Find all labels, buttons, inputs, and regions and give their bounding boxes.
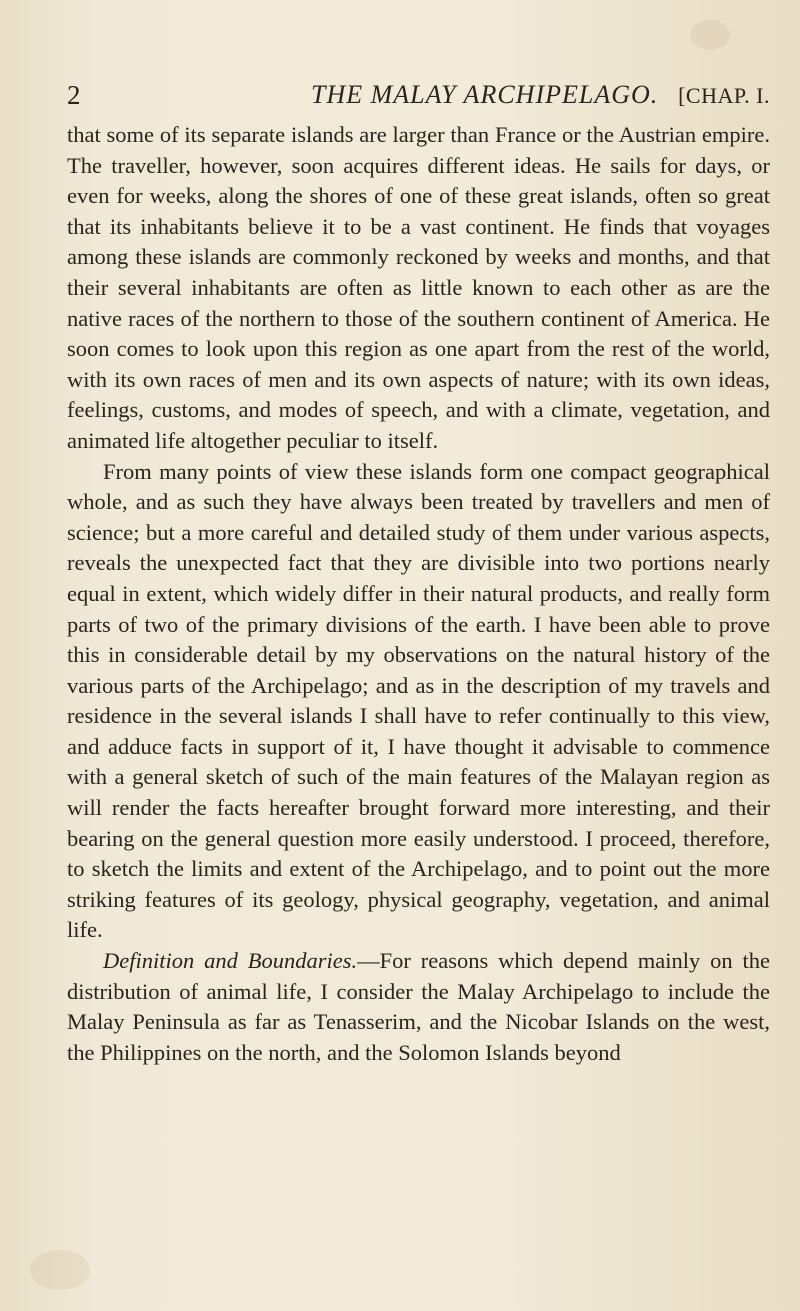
side-heading: Definition and Boundaries. xyxy=(103,948,358,974)
body-text xyxy=(67,120,770,1068)
page-number: 2 xyxy=(67,80,81,110)
paper-stain xyxy=(30,1250,90,1290)
running-head xyxy=(67,80,770,120)
paragraph-geography: From many points of view these islands form one compact geographical whole, and as such they have always been treated by travellers and men of science; but a more careful and detailed study of them under various aspects, reveals the unexpected fact that they are divisible into two portions nearly equal in extent, which widely differ in their natural products, and really form parts of two of the primary divisions of the earth. I have been able to prove this in considerable detail by my observations on the natural history of the various parts of the Archipelago; and as in the description of my travels and residence in the several islands I shall have to refer continually to this view, and adduce facts in support of it, I have thought it advisable to commence with a general sketch of such of the main features of the Malayan region as will render the facts hereafter brought forward more interesting, and their bearing on the general question more easily understood. I proceed, therefore, to sketch the limits and extent of the Archipelago, and to point out the more striking features of its geology, physical geography, vegetation, and animal life. xyxy=(67,458,770,943)
paper-stain xyxy=(690,20,730,50)
paragraph-definition-text: —For reasons which depend mainly on the distribution of animal life, I consider the Malay Archipelago to include the Malay Peninsula as far as Tenasserim, and the Nicobar Islands on the west, the Philippines on the north, and the Solomon Islands beyond xyxy=(67,948,770,1065)
running-title: THE MALAY ARCHIPELAGO. xyxy=(311,80,659,109)
chapter-marker: [CHAP. I. xyxy=(678,83,770,108)
paragraph-definition xyxy=(67,946,770,1068)
paragraph-continuation: that some of its separate islands are larger than France or the Austrian empire. The traveller, however, soon acquires different ideas. He sails for days, or even for weeks, along the shores of one of these great islands, often so great that its inhabitants believe it to be a vast continent. He finds that voyages among these islands are commonly reckoned by weeks and months, and that their several inhabitants are often as little known to each other as are the native races of the northern to those of the southern continent of America. He soon comes to look upon this region as one apart from the rest of the world, with its own races of men and its own aspects of nature; with its own ideas, feelings, customs, and modes of speech, and with a climate, vegetation, and animated life altogether peculiar to itself. xyxy=(67,122,770,453)
